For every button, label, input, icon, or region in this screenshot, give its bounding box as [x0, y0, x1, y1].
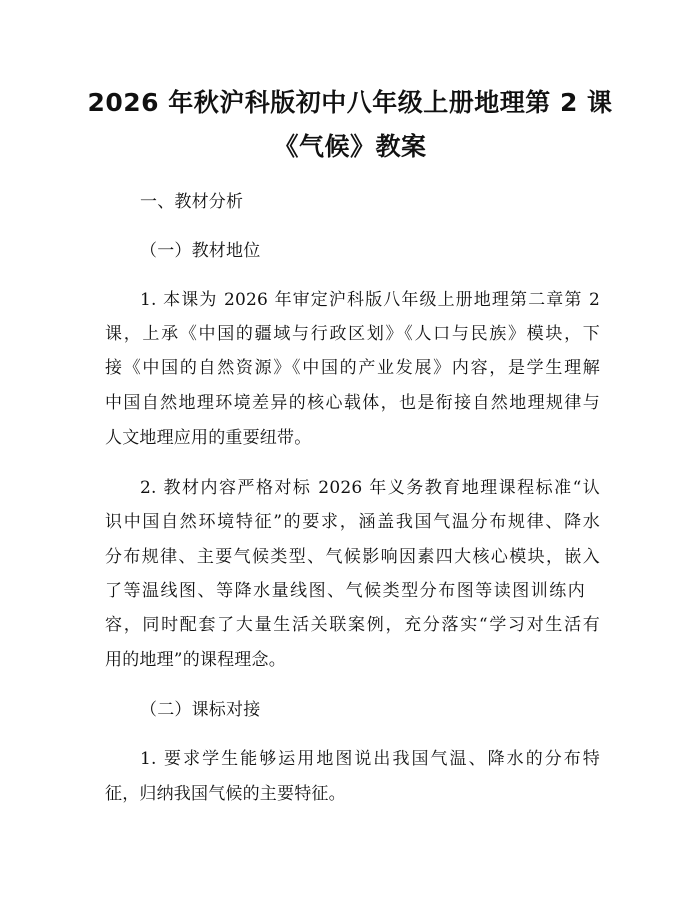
- paragraph-2-line-1: 2. 教材内容严格对标 2026 年义务教育地理课程标准“认: [140, 478, 600, 498]
- paragraph-2-line-4: 了等温线图、等降水量线图、气候类型分布图等读图训练内: [105, 581, 585, 601]
- paragraph-3-line-2: 征，归纳我国气候的主要特征。: [105, 784, 346, 804]
- section-heading-textbook-analysis: 一、教材分析: [140, 192, 244, 212]
- paragraph-2-line-6: 用的地理”的课程理念。: [105, 650, 286, 670]
- paragraph-1-line-3: 接《中国的自然资源》《中国的产业发展》内容，是学生理解: [105, 358, 600, 378]
- subsection-heading-textbook-position: （一）教材地位: [140, 241, 261, 261]
- paragraph-1-line-2: 课，上承《中国的疆域与行政区划》《人口与民族》模块，下: [105, 324, 600, 344]
- document-title-line-1: 2026 年秋沪科版初中八年级上册地理第 2 课: [87, 88, 613, 117]
- paragraph-2-line-5: 容，同时配套了大量生活关联案例，充分落实“学习对生活有: [105, 615, 600, 635]
- subsection-heading-curriculum-alignment: （二）课标对接: [140, 700, 261, 720]
- paragraph-1-line-4: 中国自然地理环境差异的核心载体，也是衔接自然地理规律与: [105, 393, 600, 413]
- paragraph-3-line-1: 1. 要求学生能够运用地图说出我国气温、降水的分布特: [140, 749, 600, 769]
- paragraph-1-line-5: 人文地理应用的重要纽带。: [105, 428, 312, 448]
- paragraph-1-line-1: 1. 本课为 2026 年审定沪科版八年级上册地理第二章第 2: [140, 290, 600, 310]
- paragraph-2-line-2: 识中国自然环境特征”的要求，涵盖我国气温分布规律、降水: [105, 512, 600, 532]
- document-title-line-2: 《气候》教案: [273, 132, 427, 161]
- paragraph-2-line-3: 分布规律、主要气候类型、气候影响因素四大核心模块，嵌入: [105, 547, 600, 567]
